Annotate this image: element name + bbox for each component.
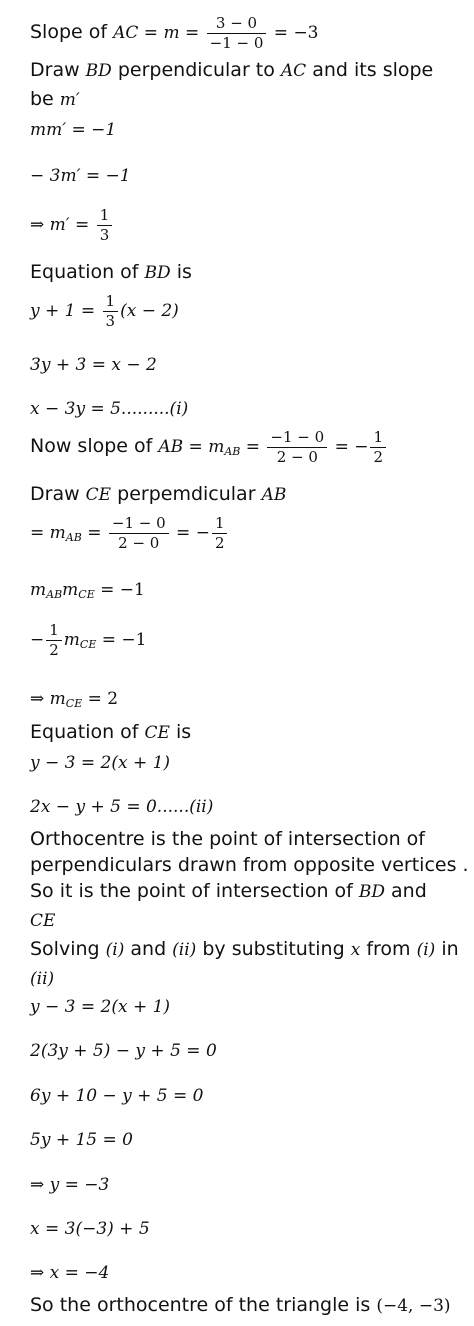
paragraph-line: (ii): [30, 969, 55, 989]
slope-ac-line: [30, 14, 319, 53]
equation-line: mm′ = −1: [30, 120, 117, 140]
equation-line: x − 3y = 5.........(i): [30, 399, 189, 419]
fraction: $\frac{-1 - 0}{2 - 0}$: [109, 514, 169, 553]
equation-line: − $\frac{1}{2}$ $m_{CE} = -1$: [30, 621, 147, 659]
math-expr: = −3: [268, 23, 319, 43]
equation-line: y − 3 = 2(x + 1): [30, 997, 171, 1017]
equation-line: − 3m′ = −1: [30, 166, 131, 186]
equation-line: 5y + 15 = 0: [30, 1130, 133, 1150]
equation-line: x = 3(−3) + 5: [30, 1219, 150, 1239]
draw-ce-line: Draw CE perpemdicular AB: [30, 483, 287, 505]
equation-line: 2x − y + 5 = 0......(ii): [30, 797, 214, 817]
fraction: $\frac{1}{2}$: [212, 514, 228, 553]
equation-of-bd-heading: Equation of BD is: [30, 261, 192, 283]
equation-line: y + 1 = $\frac{1}{3}$ (x − 2): [30, 292, 179, 330]
paragraph-line: So it is the point of intersection of BD and: [30, 880, 427, 902]
math-expr: AC = m =: [113, 23, 205, 43]
text: Slope of: [30, 21, 114, 43]
equation-line: 6y + 10 − y + 5 = 0: [30, 1086, 204, 1106]
equation-line: ⇒ x = −4: [30, 1263, 110, 1283]
paragraph-line: perpendiculars drawn from opposite vertices .: [30, 854, 469, 876]
equation-line: ⇒ m′ = $\frac{1}{3}$: [30, 206, 114, 245]
equation-line: y − 3 = 2(x + 1): [30, 753, 171, 773]
equation-line: 2(3y + 5) − y + 5 = 0: [30, 1041, 217, 1061]
slope-mprime-line: be m′: [30, 88, 80, 110]
paragraph-line: CE: [30, 911, 56, 931]
equation-line: 3y + 3 = x − 2: [30, 355, 157, 375]
draw-bd-line: Draw BD perpendicular to AC and its slope: [30, 59, 434, 81]
fraction: $\frac{-1 - 0}{2 - 0}$: [267, 428, 327, 467]
solving-line: Solving (i) and (ii) by substituting x from (i) in: [30, 938, 459, 960]
fraction: $\frac{1}{2}$: [46, 621, 62, 660]
fraction: $\frac{1}{3}$: [97, 206, 113, 245]
conclusion-line: So the orthocentre of the triangle is (−4, −3): [30, 1294, 451, 1316]
equation-line: ⇒ $m_{CE} = 2$: [30, 689, 119, 710]
equation-line: ⇒ y = −3: [30, 1175, 110, 1195]
slope-ab-line: Now slope of AB = $m_{AB}$ = $\frac{-1 - 0}{2 - 0}$ = − $\frac{1}{2}$: [30, 428, 388, 467]
equation-line: $m_{AB}m_{CE} = -1$: [30, 580, 145, 601]
fraction: $\frac{1}{2}$: [370, 428, 386, 467]
equation-of-ce-heading: Equation of CE is: [30, 721, 192, 743]
fraction: $\frac{1}{3}$: [103, 292, 119, 331]
paragraph-line: Orthocentre is the point of intersection of: [30, 828, 425, 850]
equation-line: = $m_{AB}$ = $\frac{-1 - 0}{2 - 0}$ = − $\frac{1}{2}$: [30, 514, 229, 553]
fraction: $\frac{3 - 0}{-1 - 0}$: [207, 14, 267, 53]
